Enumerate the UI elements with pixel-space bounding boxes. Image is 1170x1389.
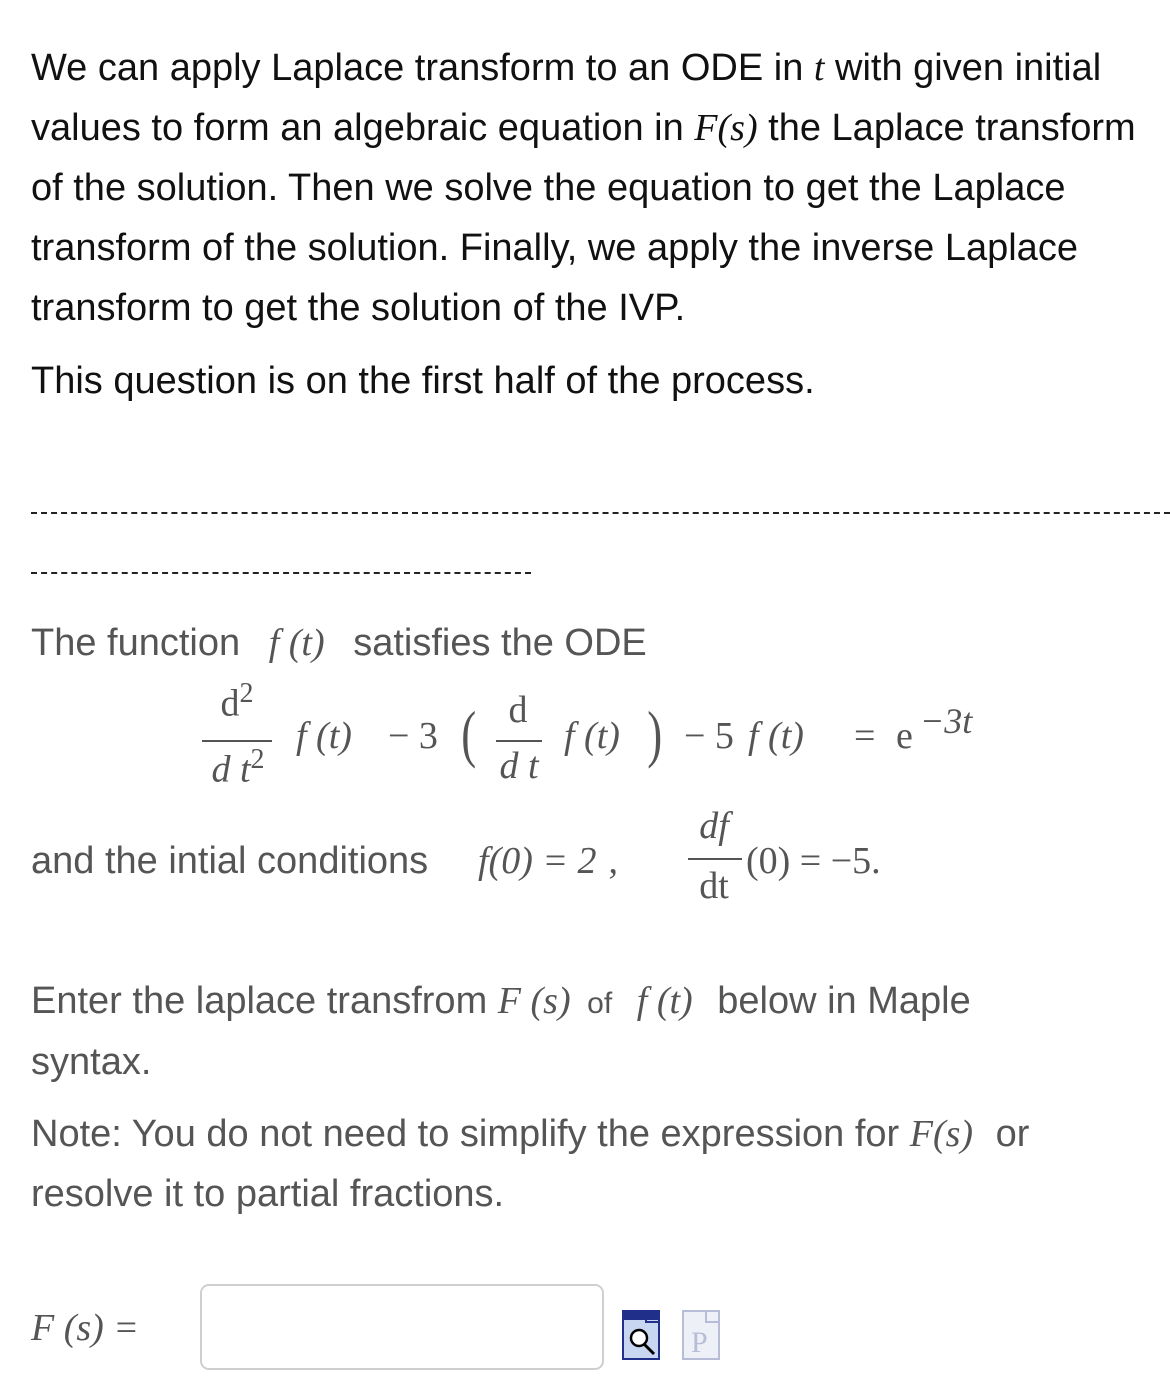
intro-question-note: This question is on the first half of the process. xyxy=(31,360,815,402)
left-paren: ( xyxy=(461,698,477,769)
second-derivative-denominator: d $t^2$ xyxy=(211,744,265,791)
ic-derivative-denominator: dt xyxy=(699,865,729,907)
syntax-help-icon[interactable] xyxy=(682,1310,718,1358)
derivative-numerator: d xyxy=(508,689,528,731)
intro-paragraph: We can apply Laplace transform to an ODE in t with given initial values to form an algebraic equation in F(s) the Laplace transform of the solution. Then we solve the equation to get the Laplace transform of the solution. Finally, we apply the inverse Laplace transform to get the solution of the IVP. xyxy=(31,47,1136,329)
svg-text:P: P xyxy=(691,1326,708,1359)
preview-icon[interactable] xyxy=(622,1310,658,1358)
answer-label: F (s) = xyxy=(31,1307,139,1349)
note-text: Note: You do not need to simplify the expression for F(s) or resolve it to partial fractions. xyxy=(31,1113,1030,1215)
separator-line-1 xyxy=(31,512,1170,514)
enter-prompt: Enter the laplace transfrom F (s) of f (t) below in Maple syntax. xyxy=(31,980,971,1083)
function-statement: The function f (t) satisfies the ODE xyxy=(31,622,647,664)
initial-condition-f0: f(0) = 2 , xyxy=(478,840,619,882)
ic-fraction-bar xyxy=(688,858,742,860)
laplace-answer-input[interactable] xyxy=(200,1284,604,1370)
ic-derivative-numerator: df xyxy=(699,805,729,847)
separator-line-2 xyxy=(31,572,531,574)
second-derivative-numerator: $d^2$ xyxy=(220,678,254,725)
fraction-bar-2 xyxy=(496,740,542,742)
intro-text xyxy=(31,38,1166,411)
ode-equation: $d^2$ d $t^2$ f (t) − 3 ( d d t f (t) ) − 5 f (t) = e −3t xyxy=(196,678,1016,798)
fraction-bar xyxy=(202,740,272,742)
derivative-denominator: d t xyxy=(499,745,539,787)
initial-conditions-text: and the intial conditions xyxy=(31,840,429,882)
initial-condition-derivative: (0) = −5. xyxy=(746,840,881,882)
right-paren: ) xyxy=(647,698,663,769)
